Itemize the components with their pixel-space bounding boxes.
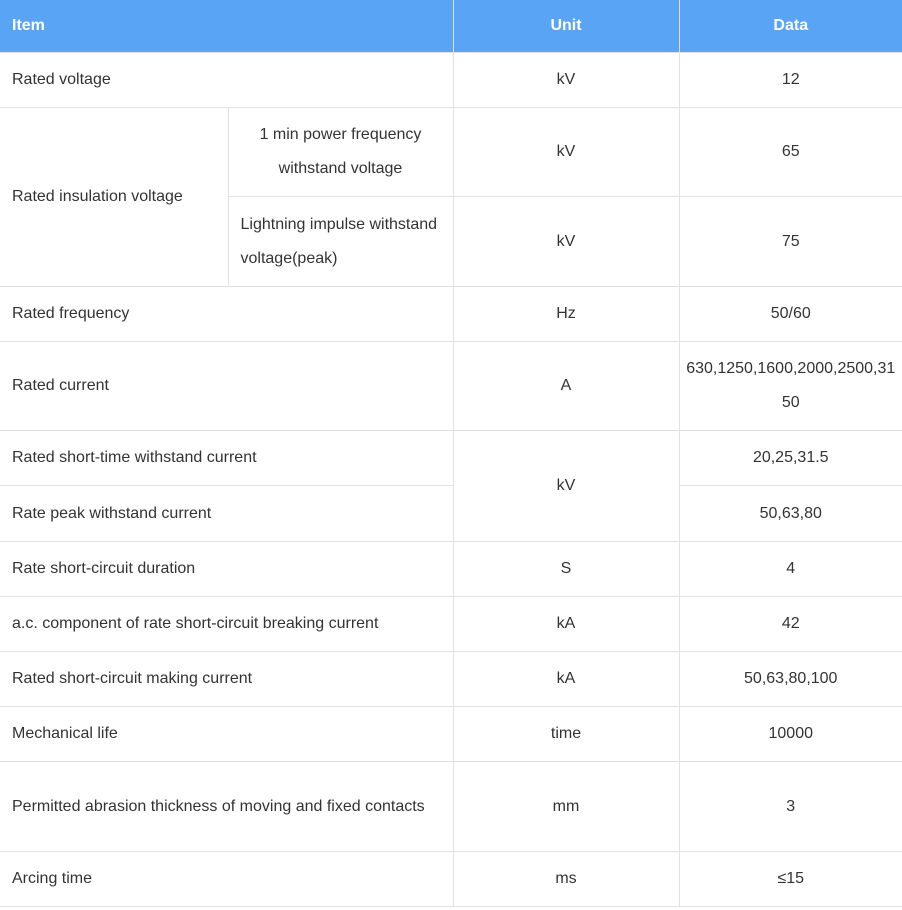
row-item: Rated frequency: [0, 287, 453, 342]
row-data: 630,1250,1600,2000,2500,3150: [679, 342, 902, 431]
row-unit: Hz: [453, 287, 679, 342]
row-data: 50,63,80: [679, 486, 902, 542]
row-data: ≤15: [679, 852, 902, 907]
row-item: Rated short-circuit making current: [0, 652, 453, 707]
row-data: 65: [679, 108, 902, 197]
header-unit: Unit: [453, 0, 679, 53]
row-item: Rate short-circuit duration: [0, 542, 453, 597]
row-subitem: Lightning impulse withstand voltage(peak): [228, 197, 453, 287]
row-item: Rate peak withstand current: [0, 486, 453, 542]
row-unit: S: [453, 542, 679, 597]
row-data: 20,25,31.5: [679, 431, 902, 486]
row-unit: kV: [453, 108, 679, 197]
table-row: [0, 652, 902, 707]
row-item: Rated short-time withstand current: [0, 431, 453, 486]
table-row: [0, 762, 902, 852]
row-unit: kV: [453, 197, 679, 287]
table-row: [0, 486, 902, 542]
header-row: [0, 0, 902, 53]
row-data: 3: [679, 762, 902, 852]
header-data: Data: [679, 0, 902, 53]
row-item: a.c. component of rate short-circuit breaking current: [0, 597, 453, 652]
row-item: Rated voltage: [0, 53, 453, 108]
row-data: 12: [679, 53, 902, 108]
row-data: 50/60: [679, 287, 902, 342]
row-unit: kA: [453, 597, 679, 652]
row-item: Mechanical life: [0, 707, 453, 762]
row-data: 50,63,80,100: [679, 652, 902, 707]
row-unit: kV: [453, 431, 679, 542]
row-item: Rated current: [0, 342, 453, 431]
row-data: 75: [679, 197, 902, 287]
table-row: [0, 707, 902, 762]
row-data: 42: [679, 597, 902, 652]
row-subitem: 1 min power frequency withstand voltage: [228, 108, 453, 197]
table-row: [0, 53, 902, 108]
row-unit: mm: [453, 762, 679, 852]
header-item: Item: [0, 0, 453, 53]
row-unit: A: [453, 342, 679, 431]
row-unit: time: [453, 707, 679, 762]
row-unit: kA: [453, 652, 679, 707]
row-unit: ms: [453, 852, 679, 907]
table-row: [0, 542, 902, 597]
row-data: 10000: [679, 707, 902, 762]
table-row: [0, 287, 902, 342]
row-item: Rated insulation voltage: [0, 108, 228, 287]
row-data: 4: [679, 542, 902, 597]
table-row: [0, 431, 902, 486]
row-item: Permitted abrasion thickness of moving and fixed contacts: [0, 762, 453, 852]
row-item: Arcing time: [0, 852, 453, 907]
table-row: [0, 852, 902, 907]
table-row: [0, 342, 902, 431]
table-row: [0, 597, 902, 652]
table-row: [0, 108, 902, 197]
row-unit: kV: [453, 53, 679, 108]
